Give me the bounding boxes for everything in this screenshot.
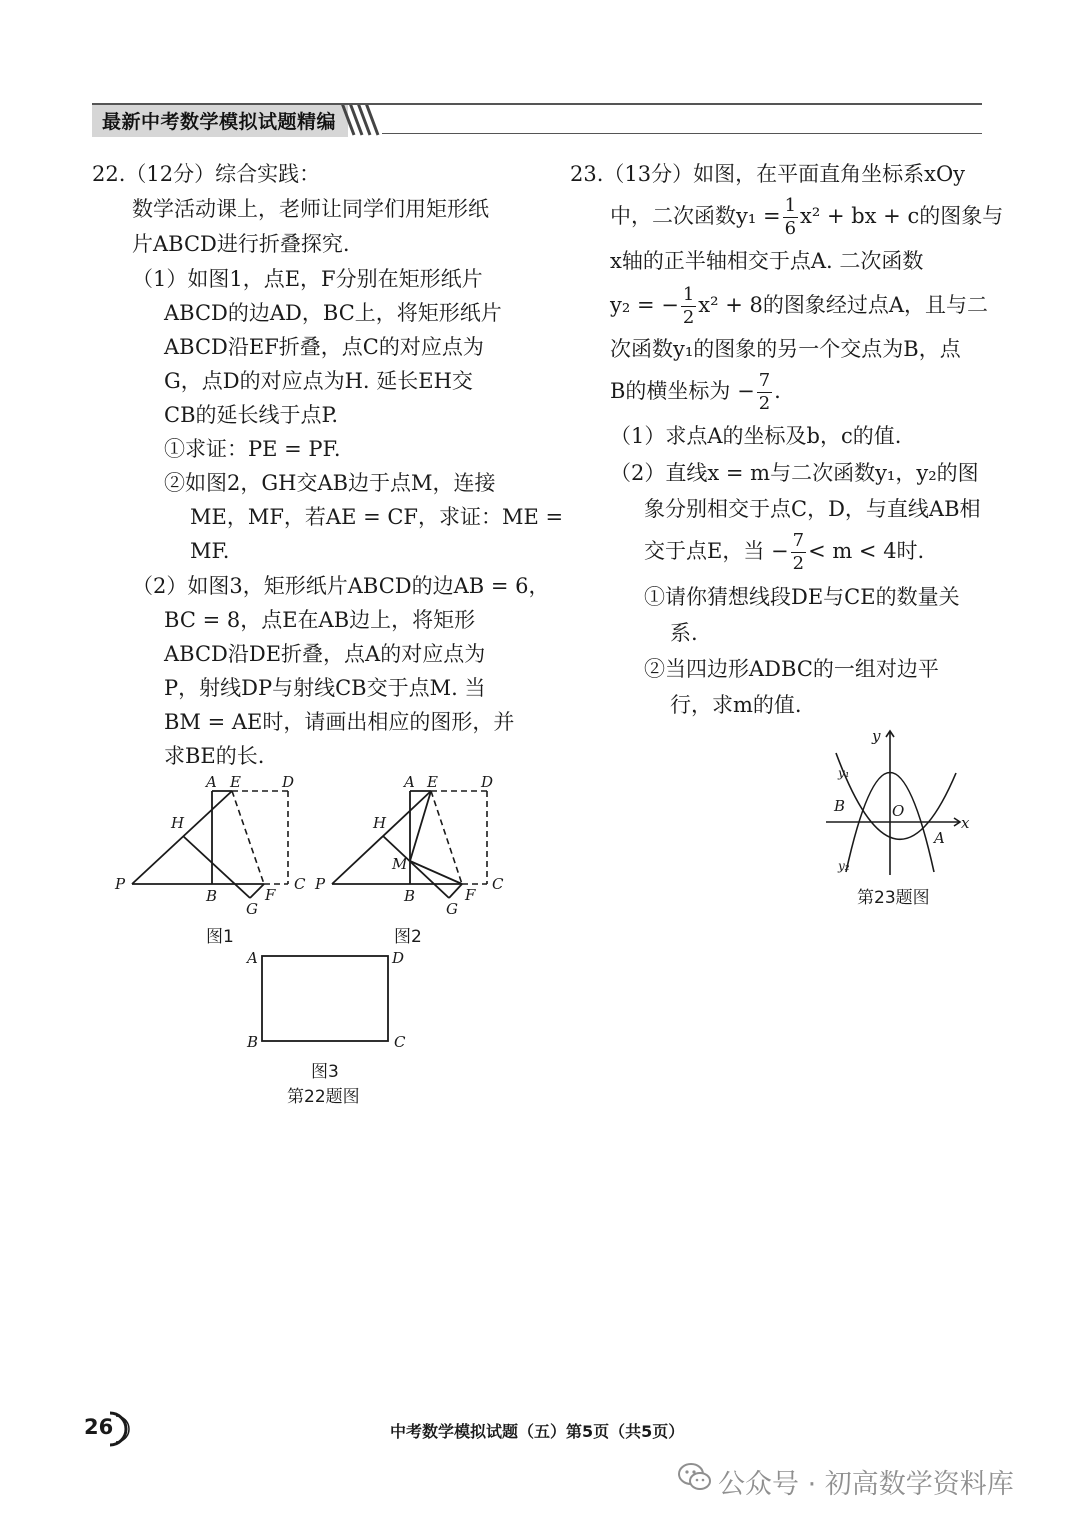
- q22-line: ABCD的边AD，BC上，将矩形纸片: [164, 301, 502, 325]
- q22-line: ①求证：PE = PF.: [164, 437, 341, 461]
- label-G: G: [246, 900, 258, 918]
- label-H: H: [171, 814, 185, 832]
- label-A: A: [206, 773, 217, 791]
- q23-line: ②当四边形ADBC的一组对边平: [644, 657, 939, 681]
- label-P: P: [315, 875, 326, 893]
- fraction-denominator: 2: [758, 393, 771, 414]
- q23-line: ①请你猜想线段DE与CE的数量关: [644, 585, 960, 609]
- figure-1: [105, 770, 315, 920]
- fig1-caption: 图1: [206, 927, 234, 947]
- q22-line: （1）如图1，点E，F分别在矩形纸片: [132, 267, 483, 291]
- header-rule-bottom: [382, 133, 982, 134]
- fraction: [681, 286, 696, 327]
- q23-text: y₂ = −: [610, 293, 679, 317]
- label-C: C: [394, 1033, 406, 1051]
- label-A: A: [247, 949, 258, 967]
- label-D: D: [481, 773, 494, 791]
- axis-label-y: y: [872, 727, 881, 745]
- q22-line: ABCD沿EF折叠，点C的对应点为: [164, 335, 484, 359]
- q22-line: BM = AE时，请画出相应的图形，并: [164, 710, 515, 734]
- point-label-B: B: [834, 797, 846, 815]
- q23-line: 行，求m的值.: [670, 693, 802, 717]
- q23-text: 交于点E，当 −: [644, 539, 789, 563]
- fraction-numerator: 1: [784, 195, 797, 216]
- q22-line: ME，MF，若AE = CF，求证：ME =: [190, 505, 564, 529]
- label-F: F: [265, 886, 276, 904]
- fig3-caption: 图3: [311, 1062, 339, 1082]
- q23-line: 系.: [670, 621, 698, 645]
- label-E: E: [427, 773, 438, 791]
- label-A: A: [404, 773, 415, 791]
- q22-line: 22.（12分）综合实践：: [92, 162, 321, 186]
- wechat-icon: [676, 1460, 714, 1494]
- header-rule-top: [92, 103, 982, 105]
- q22-line: BC = 8，点E在AB边上，将矩形: [164, 608, 476, 632]
- figure-2: [305, 770, 515, 920]
- q22-line: 求BE的长.: [164, 744, 265, 768]
- label-D: D: [392, 949, 405, 967]
- page-number: 26: [84, 1415, 114, 1439]
- label-B: B: [247, 1033, 259, 1051]
- label-C: C: [492, 875, 504, 893]
- figure-3: [240, 945, 420, 1055]
- q23-line: [610, 286, 988, 327]
- q23-line: （1）求点A的坐标及b，c的值.: [610, 424, 902, 448]
- q23-text: B的横坐标为 −: [610, 379, 755, 403]
- label-B: B: [404, 887, 416, 905]
- figure-23-graph: [820, 725, 980, 880]
- q22-line: 数学活动课上，老师让同学们用矩形纸: [132, 197, 489, 221]
- q23-line: 象分别相交于点C，D，与直线AB相: [644, 497, 981, 521]
- label-E: E: [230, 773, 241, 791]
- point-label-A: A: [934, 829, 945, 847]
- q22-line: G，点D的对应点为H. 延长EH交: [164, 369, 473, 393]
- q22-line: MF.: [190, 539, 230, 563]
- fraction-numerator: 7: [758, 370, 771, 391]
- q23-line: [644, 532, 924, 573]
- fraction-denominator: 2: [792, 553, 805, 574]
- label-F: F: [465, 886, 476, 904]
- q23-line: [610, 372, 781, 413]
- curve-label-y1: y₁: [838, 766, 850, 780]
- q23-figure-caption: 第23题图: [857, 888, 930, 908]
- label-P: P: [115, 875, 126, 893]
- fig2-caption: 图2: [394, 927, 422, 947]
- q23-line: x轴的正半轴相交于点A. 二次函数: [610, 249, 924, 273]
- q23-text: x² + bx + c的图象与: [800, 204, 1004, 228]
- watermark-text: 公众号 · 初高数学资料库: [718, 1469, 1014, 1500]
- q23-text: < m < 4时.: [808, 539, 925, 563]
- q22-line: P，射线DP与射线CB交于点M. 当: [164, 676, 486, 700]
- label-C: C: [294, 875, 306, 893]
- q23-line: 次函数y₁的图象的另一个交点为B，点: [610, 337, 961, 361]
- fraction-denominator: 6: [784, 218, 797, 239]
- q22-line: （2）如图3，矩形纸片ABCD的边AB = 6，: [132, 574, 550, 598]
- exam-footer-title: 中考数学模拟试题（五）第5页（共5页）: [390, 1422, 685, 1441]
- label-M: M: [392, 855, 408, 873]
- q23-text: 中，二次函数y₁ =: [610, 204, 781, 228]
- q22-line: ABCD沿DE折叠，点A的对应点为: [164, 642, 486, 666]
- q23-text: .: [774, 379, 781, 403]
- q22-line: ②如图2，GH交AB边于点M，连接: [164, 471, 496, 495]
- q23-line: 23.（13分）如图，在平面直角坐标系xOy: [570, 162, 966, 186]
- q23-line: （2）直线x = m与二次函数y₁，y₂的图: [610, 461, 979, 485]
- fraction: [791, 532, 806, 573]
- q22-figure-caption: 第22题图: [287, 1087, 360, 1107]
- q22-line: 片ABCD进行折叠探究.: [132, 232, 350, 256]
- curve-label-y2: y₂: [838, 859, 850, 873]
- q23-text: x² + 8的图象经过点A，且与二: [698, 293, 989, 317]
- fraction-numerator: 1: [682, 284, 695, 305]
- axis-label-x: x: [961, 814, 970, 832]
- fraction: [783, 197, 798, 238]
- label-D: D: [282, 773, 295, 791]
- label-H: H: [373, 814, 387, 832]
- label-G: G: [446, 900, 458, 918]
- fraction-denominator: 2: [682, 307, 695, 328]
- book-title: 最新中考数学模拟试题精编: [102, 111, 337, 133]
- origin-label-O: O: [892, 802, 905, 820]
- q23-line: [610, 197, 1003, 238]
- header-stripes: [336, 103, 386, 137]
- fraction: [757, 372, 772, 413]
- fraction-numerator: 7: [792, 530, 805, 551]
- q22-line: CB的延长线于点P.: [164, 403, 339, 427]
- label-B: B: [206, 887, 218, 905]
